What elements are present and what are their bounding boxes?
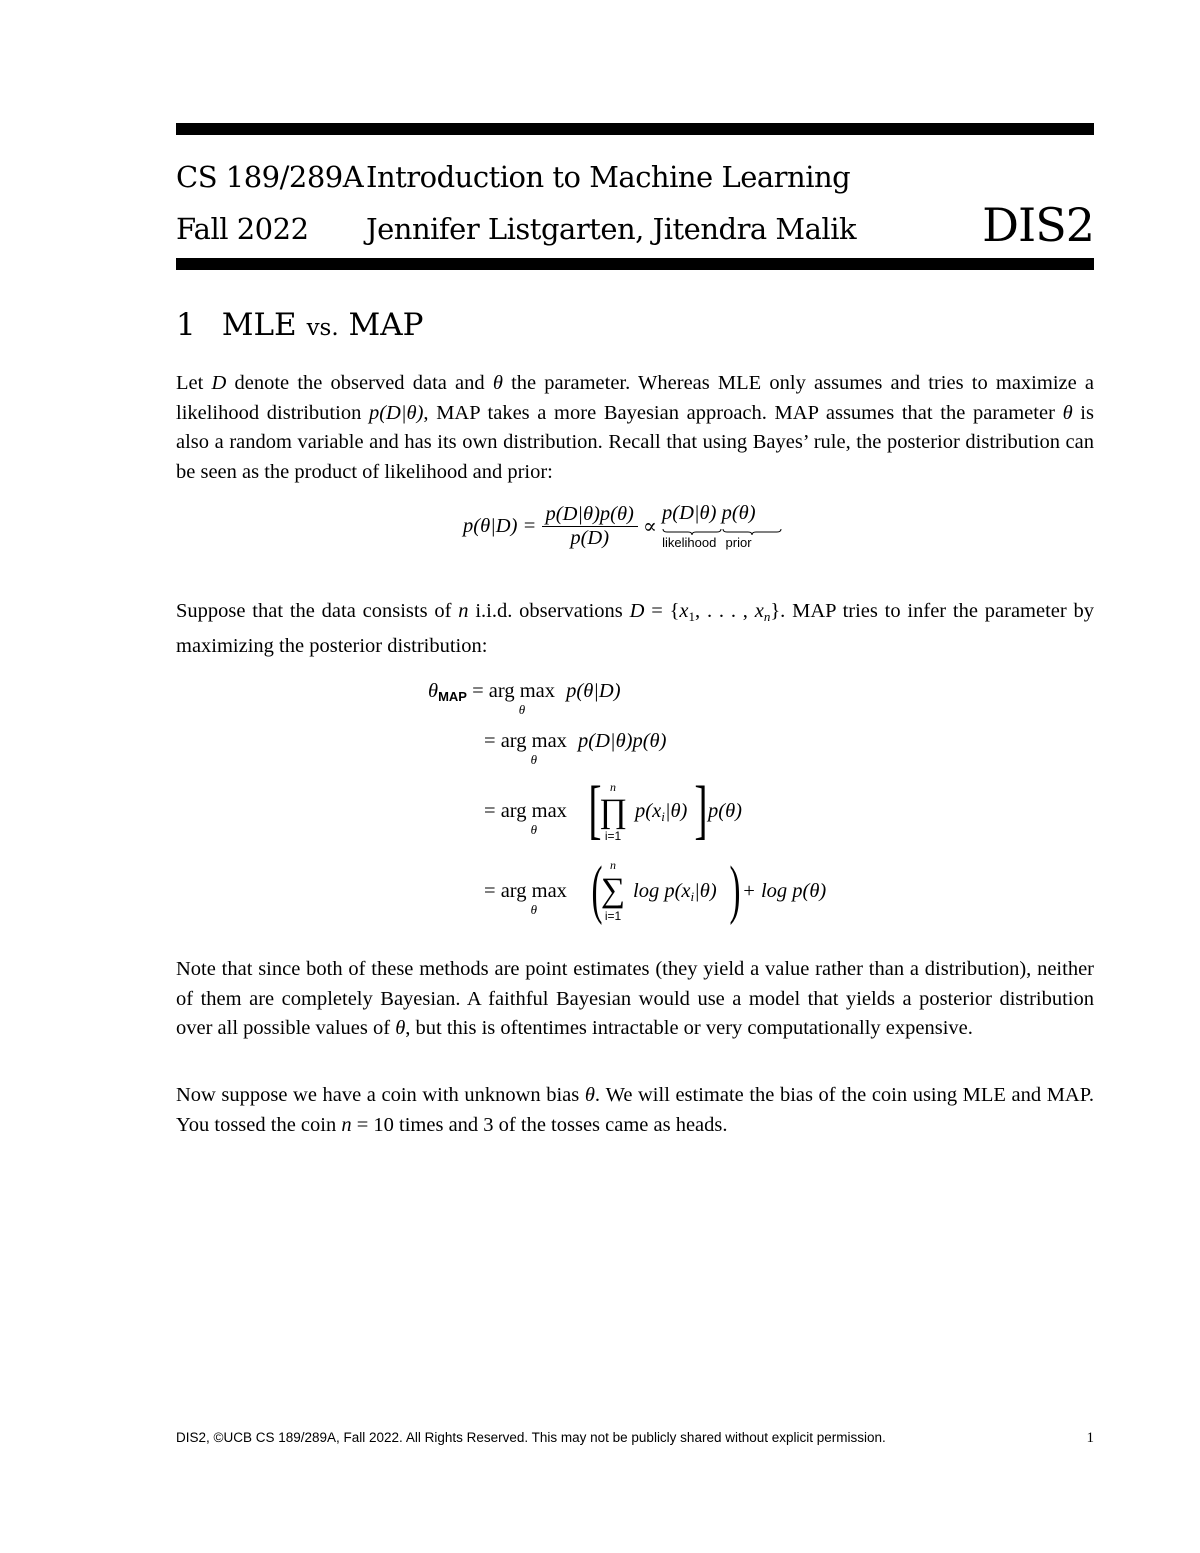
instructors: Jennifer Listgarten, Jitendra Malik xyxy=(366,212,857,246)
text: = { xyxy=(644,600,680,622)
text: , . . . , xyxy=(695,600,755,622)
map-subscript: MAP xyxy=(438,689,467,704)
math-var: D xyxy=(211,372,227,394)
math-var: θ xyxy=(492,372,503,394)
line3-theta: |θ) xyxy=(664,800,688,822)
argmax-text: arg max xyxy=(500,730,567,752)
math-var: θ xyxy=(584,1084,595,1106)
map-line-1 xyxy=(428,680,621,717)
proportional-symbol: ∝ xyxy=(643,516,657,538)
argmax-text: arg max xyxy=(500,880,567,902)
map-line-4 xyxy=(484,880,567,917)
page-number: 1 xyxy=(1086,1430,1094,1446)
section-heading xyxy=(176,307,424,343)
math-var: x xyxy=(754,600,764,622)
math-var: n xyxy=(458,600,469,622)
subscript-i: i xyxy=(690,889,695,904)
line3-term xyxy=(635,800,687,825)
map-line-3 xyxy=(484,800,567,837)
sum-operator xyxy=(598,858,628,923)
text: , MAP takes a more Bayesian approach. MAP assumes that the parameter xyxy=(423,401,1063,424)
bayes-lhs: p(θ|D) = xyxy=(463,515,537,537)
left-paren: ( xyxy=(591,853,603,926)
course-code: CS 189/289A xyxy=(176,160,364,194)
prior-underbrace xyxy=(722,502,756,550)
underbrace-prior xyxy=(722,528,782,536)
text: is also a random variable and has its own distribution. Recall that using Bayes’ rule, the posterior distribution can be seen as the product of likelihood and prior: xyxy=(176,401,1094,483)
text: i.i.d. observations xyxy=(468,600,630,622)
argmax-operator xyxy=(500,730,567,767)
equals: = xyxy=(484,730,496,752)
argmax-subscript: θ xyxy=(518,702,526,717)
section-number: 1 xyxy=(176,307,196,343)
text: . We will estimate the bias of the coin using MLE and MAP. You tossed the coin xyxy=(176,1084,1094,1136)
line4-theta: |θ) xyxy=(694,880,717,902)
product-operator xyxy=(598,780,628,843)
argmax-subscript: θ xyxy=(530,752,537,767)
likelihood-underbrace xyxy=(662,502,716,550)
upper-limit: n xyxy=(610,780,616,794)
subscript: 1 xyxy=(688,609,696,624)
math-expr: p(D|θ) xyxy=(368,401,424,424)
prior-term: p(θ) xyxy=(721,501,756,524)
footer-text: DIS2, ©UCB CS 189/289A, Fall 2022. All Rights Reserved. This may not be publicly shared without explicit permission. xyxy=(176,1430,886,1445)
underbrace-likelihood xyxy=(662,528,722,536)
text: }. MAP tries to infer the parameter by maximizing the posterior distribution: xyxy=(176,600,1095,657)
equals: = xyxy=(484,880,496,902)
likelihood-label: likelihood xyxy=(662,534,717,550)
top-rule xyxy=(176,123,1094,135)
math-var: θ xyxy=(1062,401,1073,424)
math-var: n xyxy=(341,1113,352,1136)
subscript-i: i xyxy=(661,809,665,824)
left-bracket: [ xyxy=(588,773,602,846)
theta-symbol: θ xyxy=(428,680,439,702)
right-bracket: ] xyxy=(694,773,708,846)
paragraph-coin xyxy=(176,1081,1094,1140)
bayes-fraction xyxy=(542,503,638,550)
term: Fall 2022 xyxy=(176,212,309,246)
fraction-numerator: p(D|θ)p(θ) xyxy=(542,503,638,527)
argmax-operator xyxy=(488,680,556,717)
line4-log-px: log p(x xyxy=(633,880,691,902)
page-footer xyxy=(176,1430,1094,1445)
text: Suppose that the data consists of xyxy=(176,600,459,622)
lower-limit: i=1 xyxy=(604,829,622,843)
argmax-subscript: θ xyxy=(530,902,537,917)
argmax-text: arg max xyxy=(488,680,556,702)
lower-limit: i=1 xyxy=(604,909,622,923)
product-symbol: ∏ xyxy=(599,793,627,830)
argmax-subscript: θ xyxy=(530,822,537,837)
equals: = xyxy=(484,800,496,822)
text: denote the observed data and xyxy=(226,372,493,394)
section-title-b: vs. xyxy=(306,315,339,341)
line3-prior xyxy=(708,800,742,823)
right-paren: ) xyxy=(729,853,741,926)
argmax-text: arg max xyxy=(500,800,567,822)
prior-label: prior xyxy=(725,534,752,550)
section-title-a: MLE xyxy=(221,307,297,343)
paragraph-iid xyxy=(176,597,1094,661)
math-var: x xyxy=(679,600,689,622)
argmax-operator xyxy=(500,880,567,917)
subscript: n xyxy=(763,609,771,624)
math-var: D xyxy=(629,600,645,622)
line2-rhs: p(D|θ)p(θ) xyxy=(578,730,667,752)
bottom-rule xyxy=(176,258,1094,270)
line4-term xyxy=(633,880,717,905)
text: Now suppose we have a coin with unknown bias xyxy=(176,1084,585,1106)
line3-px: p(x xyxy=(635,800,662,822)
fraction-denominator: p(D) xyxy=(570,527,610,549)
line1-rhs: p(θ|D) xyxy=(566,680,621,702)
paragraph-point-estimates xyxy=(176,955,1094,1044)
math-var: θ xyxy=(395,1017,406,1039)
text: = 10 times and 3 of the tosses came as heads. xyxy=(351,1113,728,1136)
text: Let xyxy=(176,372,212,394)
bayes-equation xyxy=(463,503,756,550)
argmax-operator xyxy=(500,800,567,837)
paragraph-intro xyxy=(176,369,1094,487)
line3-prior-term: p(θ) xyxy=(708,800,742,822)
sum-symbol: ∑ xyxy=(600,872,626,909)
line4-prior xyxy=(742,880,826,903)
course-title: Introduction to Machine Learning xyxy=(366,160,851,194)
text: , but this is oftentimes intractable or very computationally expensive. xyxy=(405,1017,973,1039)
equals: = xyxy=(472,680,484,702)
doc-id: DIS2 xyxy=(982,198,1094,252)
upper-limit: n xyxy=(610,858,616,872)
text: the parameter. Whereas MLE only assumes and tries to maximize a likelihood distribution xyxy=(176,372,1094,424)
section-title-c: MAP xyxy=(348,307,424,343)
text: Note that since both of these methods are point estimates (they yield a value rather than a distribution), neither of them are completely Bayesian. A faithful Bayesian would use a model that yields a posterior distribution over all possible values of xyxy=(176,958,1094,1039)
likelihood-term: p(D|θ) xyxy=(662,501,717,524)
map-line-2 xyxy=(484,730,667,767)
line4-log-prior: + log p(θ) xyxy=(742,880,827,902)
